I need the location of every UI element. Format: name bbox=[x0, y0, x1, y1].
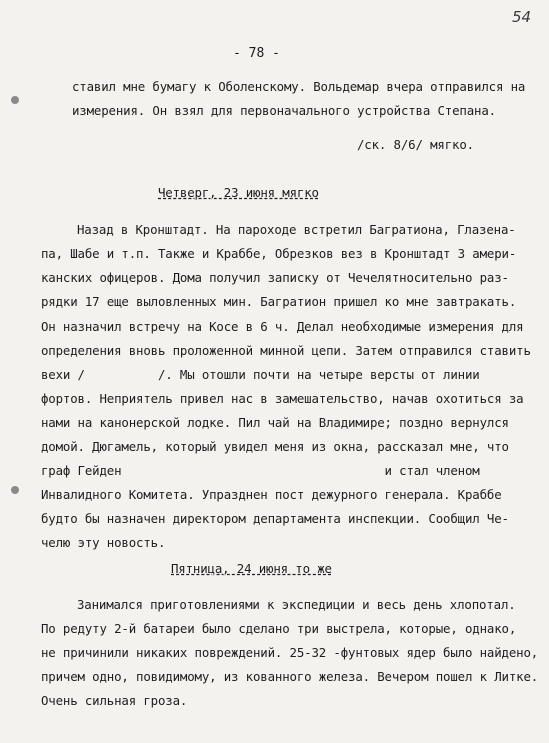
text-line: Инвалидного Комитета. Упразднен пост дежурного генерала. Краббе bbox=[41, 487, 502, 502]
text-line: вехи / /. Мы отошли почти на четыре версты от линии bbox=[41, 367, 480, 382]
entry-heading: Пятница, 24 июня то же bbox=[171, 561, 332, 576]
text-line: фортов. Неприятель привел нас в замешательство, начав охотиться за bbox=[41, 391, 524, 406]
text-line: определения вновь проложенной минной цепи. Затем отправился ставить bbox=[41, 343, 531, 358]
binding-hole bbox=[11, 96, 19, 104]
text-line: По редуту 2-й батареи было сделано три выстрела, которые, однако, bbox=[41, 621, 517, 636]
page-number: - 78 - bbox=[233, 46, 280, 61]
text-line: рядки 17 еще выловленных мин. Багратион пришел ко мне завтракать. bbox=[41, 294, 517, 309]
text-line: па, Шабе и т.п. Также и Краббе, Обрезков вез в Кронштадт 3 амери- bbox=[41, 246, 517, 261]
text-line: ставил мне бумагу к Оболенскому. Вольдемар вчера отправился на bbox=[72, 79, 526, 94]
text-line: причем одно, повидимому, из кованного железа. Вечером пошел к Литке. bbox=[41, 669, 539, 684]
text-line: Занимался приготовлениями к экспедиции и весь день хлопотал. bbox=[77, 597, 516, 612]
text-line: граф Гейден и стал членом bbox=[41, 463, 480, 478]
text-line: нами на канонерской лодке. Пил чай на Владимире; поздно вернулся bbox=[41, 415, 509, 430]
text-line: измерения. Он взял для первоначального устройства Степана. bbox=[72, 103, 496, 118]
text-line: челю эту новость. bbox=[41, 535, 166, 550]
text-line: Он назначил встречу на Косе в 6 ч. Делал необходимые измерения для bbox=[41, 319, 524, 334]
text-line: канских офицеров. Дома получил записку от Чечелятносительно раз- bbox=[41, 270, 509, 285]
archive-page-number: 54 bbox=[512, 8, 532, 26]
text-line: не причинили никаких повреждений. 25-32 -фунтовых ядер было найдено, bbox=[41, 645, 539, 660]
text-line: Очень сильная гроза. bbox=[41, 693, 188, 708]
entry-heading: Четверг, 23 июня мягко bbox=[158, 185, 319, 200]
signature-line: /ск. 8/6/ мягко. bbox=[357, 137, 474, 152]
text-line: Назад в Кронштадт. На пароходе встретил Багратиона, Глазена- bbox=[77, 222, 516, 237]
text-line: домой. Дюгамель, который увидел меня из окна, рассказал мне, что bbox=[41, 439, 509, 454]
binding-hole bbox=[11, 486, 19, 494]
text-line: будто бы назначен директором департамента инспекции. Сообщил Че- bbox=[41, 511, 509, 526]
